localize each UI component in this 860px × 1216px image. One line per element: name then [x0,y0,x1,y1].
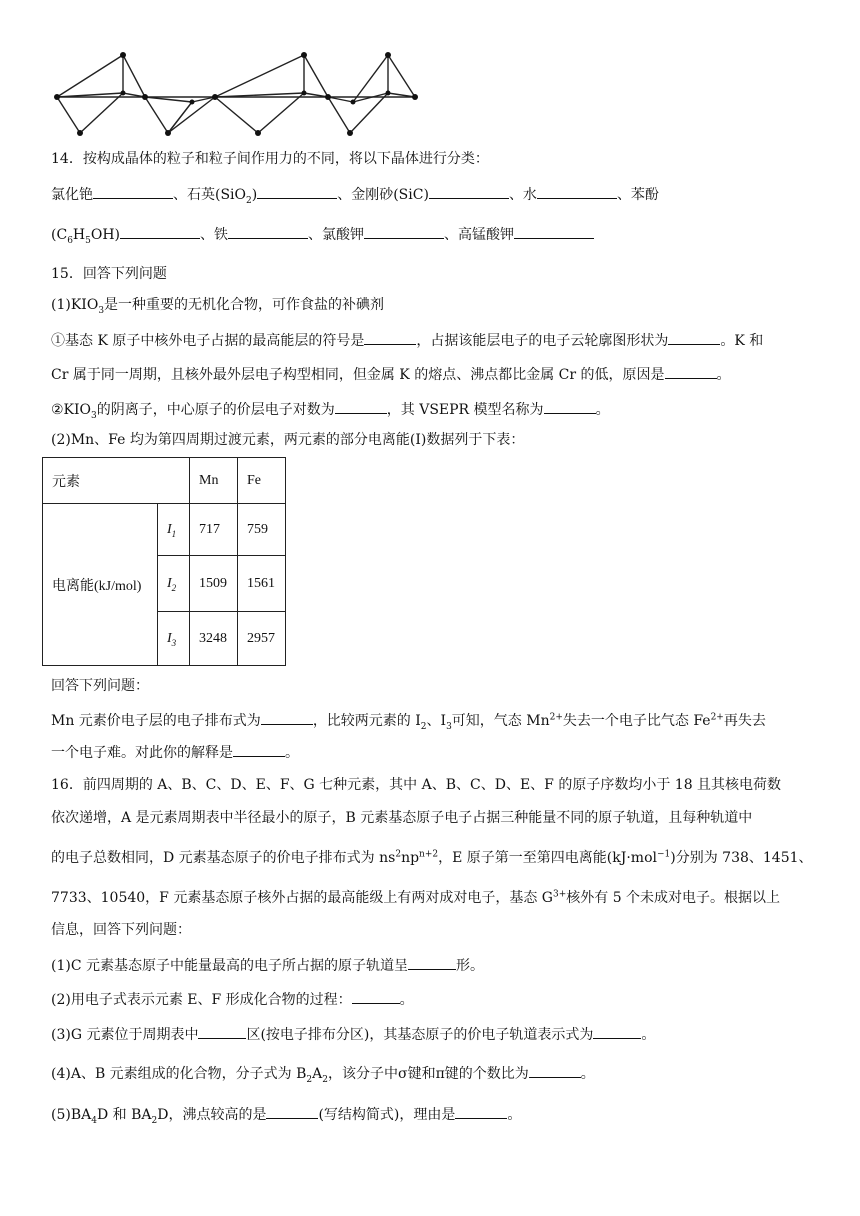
fe-value: 759 [238,504,286,556]
answer-blank[interactable] [537,184,617,199]
q14-line1: 氯化铯 、石英(SiO$_2$) 、金刚砂(SiC) 、水 、苯酚 [51,184,659,205]
answer-blank[interactable] [198,1024,246,1039]
answer-blank[interactable] [93,184,173,199]
q15-p1-a1: ①基态 K 原子中核外电子占据的最高能层的符号是 ，占据该能层电子的电子云轮廓图形状为 。K 和 [51,330,763,351]
q15-p2-intro: (2)Mn、Fe 均为第四周期过渡元素，两元素的部分电离能(I)数据列于下表： [51,432,525,448]
answer-blank[interactable] [261,710,313,725]
answer-blank[interactable] [429,184,509,199]
answer-blank[interactable] [529,1063,581,1078]
q15-after-table: 回答下列问题： [51,678,149,694]
q15-p1-a2: Cr 属于同一周期，且核外最外层电子构型相同，但金属 K 的熔点、沸点都比金属 Cr 的低，原因是 。 [51,364,731,385]
answer-blank[interactable] [455,1104,507,1119]
q16-line3: 的电子总数相同，D 元素基态原子的价电子排布式为 $ns^2np^{n+2}$，E 原子第一至第四电离能(kJ·mol$^{-1}$)分别为 738、1451、 [51,849,813,866]
answer-blank[interactable] [257,184,337,199]
answer-blank[interactable] [335,399,387,414]
header-mn: Mn [190,458,238,504]
answer-blank[interactable] [668,330,720,345]
answer-blank[interactable] [544,399,596,414]
answer-blank[interactable] [228,224,308,239]
q16-sub4: (4)A、B 元素组成的化合物，分子式为 $B_2A_2$，该分子中σ键和π键的个数比为 。 [51,1063,595,1084]
answer-blank[interactable] [408,955,456,970]
answer-blank[interactable] [364,224,444,239]
q14-line2: $(C_6H_5OH)$ 、铁 、氯酸钾 、高锰酸钾 [51,224,594,245]
ion-symbol: $I_2$ [158,556,190,612]
row-label: 电离能(kJ/mol) [43,504,158,666]
table-row [43,504,286,556]
answer-blank[interactable] [233,742,285,757]
q14-title: 14．按构成晶体的粒子和粒子间作用力的不同，将以下晶体进行分类： [51,151,489,167]
q16-sub5: $(5)BA_4D$ 和 $BA_2D$，沸点较高的是 (写结构简式)，理由是 。 [51,1104,521,1125]
q15-p1-b: $②KIO_3$的阴离子，中心原子的价层电子对数为 ，其 VSEPR 模型名称为 。 [51,399,610,420]
header-element: 元素 [43,458,190,504]
fe-value: 2957 [238,612,286,666]
table-header-row [43,458,286,504]
fe-value: 1561 [238,556,286,612]
answer-blank[interactable] [665,364,717,379]
answer-blank[interactable] [593,1024,641,1039]
silicate-chain-diagram [40,40,430,140]
q16-line4: 7733、10540，F 元素基态原子核外占据的最高能级上有两对成对电子，基态 $G^{3+}$核外有 5 个未成对电子。根据以上 [51,889,781,906]
q15-p1-intro: $(1)KIO_3$是一种重要的无机化合物，可作食盐的补碘剂 [51,297,385,316]
answer-blank[interactable] [120,224,200,239]
q16-line1: 16．前四周期的 A、B、C、D、E、F、G 七种元素，其中 A、B、C、D、E、F 的原子序数均小于 18 且其核电荷数 [51,777,782,793]
answer-blank[interactable] [364,330,416,345]
q16-line2: 依次递增，A 是元素周期表中半径最小的原子，B 元素基态原子电子占据三种能量不同的原子轨道，且每种轨道中 [51,810,753,826]
q15-title: 15．回答下列问题 [51,266,167,282]
q16-line5: 信息，回答下列问题： [51,922,191,938]
answer-blank[interactable] [514,224,594,239]
answer-blank[interactable] [266,1104,318,1119]
ion-symbol: $I_1$ [158,504,190,556]
q15-p2-q2: 一个电子难。对此你的解释是 。 [51,742,299,763]
q15-p2-q1: Mn 元素价电子层的电子排布式为 ，比较两元素的 $I_2$、$I_3$可知，气态 $Mn^{2+}$失去一个电子比气态 $Fe^{2+}$再失去 [51,710,766,731]
answer-blank[interactable] [352,989,400,1004]
mn-value: 3248 [190,612,238,666]
header-fe: Fe [238,458,286,504]
mn-value: 717 [190,504,238,556]
q16-sub2: (2)用电子式表示元素 E、F 形成化合物的过程： 。 [51,989,414,1010]
mn-value: 1509 [190,556,238,612]
ionization-energy-table [42,457,286,666]
q16-sub1: (1)C 元素基态原子中能量最高的电子所占据的原子轨道呈 形。 [51,955,484,976]
q16-sub3: (3)G 元素位于周期表中 区(按电子排布分区)，其基态原子的价电子轨道表示式为 。 [51,1024,655,1045]
ion-symbol: $I_3$ [158,612,190,666]
